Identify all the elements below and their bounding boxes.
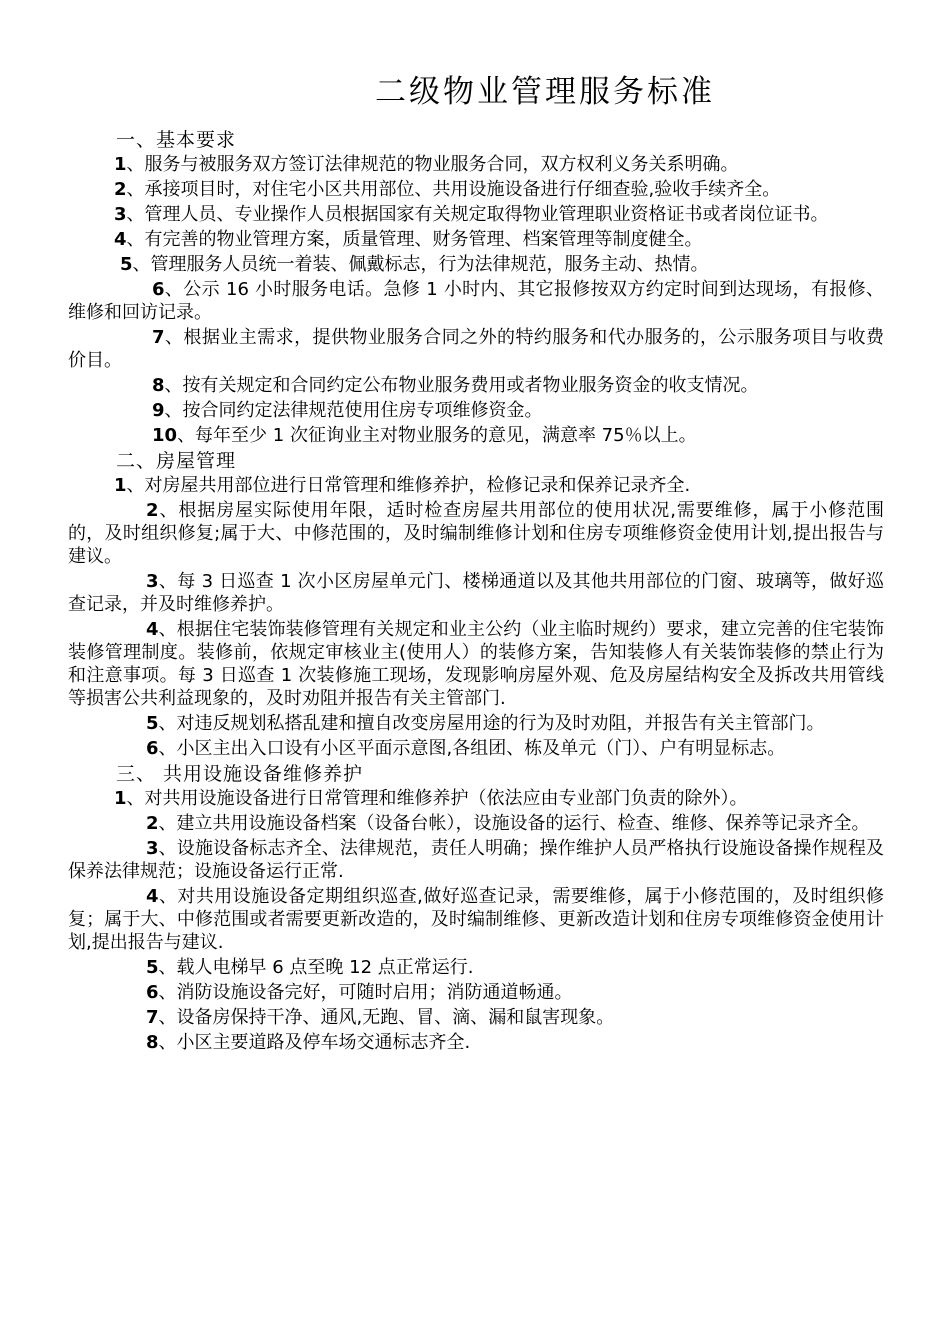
item-number: 10	[152, 425, 178, 446]
section-heading: 三、 共用设施设备维修养护	[116, 763, 364, 785]
document-title: 二级物业管理服务标准	[375, 74, 715, 110]
item-text: 、设施设备标志齐全、法律规范，责任人明确；操作维护人员严格执行设施设备操作规程及保养法律规范；设施设备运行正常.	[68, 838, 884, 882]
item-text: 、承接项目时，对住宅小区共用部位、共用设施设备进行仔细查验,验收手续齐全。	[126, 179, 781, 200]
item-number: 1	[114, 788, 127, 809]
item-text: 、按合同约定法律规范使用住房专项维修资金。	[164, 400, 543, 421]
item-number: 3	[146, 838, 159, 859]
list-item	[68, 253, 884, 276]
list-item	[68, 618, 884, 710]
item-text: 、每年至少 1 次征询业主对物业服务的意见，满意率 75％以上。	[177, 425, 697, 446]
section-heading: 二、房屋管理	[116, 450, 237, 472]
item-number: 5	[120, 254, 133, 275]
list-item	[68, 1006, 884, 1029]
item-number: 4	[114, 229, 127, 250]
list-item	[68, 885, 884, 954]
item-number: 7	[146, 1007, 159, 1028]
item-number: 5	[146, 957, 159, 978]
item-number: 8	[146, 1032, 159, 1053]
item-number: 2	[146, 813, 159, 834]
list-item	[68, 499, 884, 568]
item-number: 6	[146, 738, 159, 759]
list-item	[68, 178, 884, 201]
item-number: 2	[146, 500, 159, 521]
item-text: 、消防设施设备完好，可随时启用；消防通道畅通。	[158, 982, 573, 1003]
item-number: 3	[114, 204, 127, 225]
list-item	[68, 956, 884, 979]
list-item	[68, 424, 884, 447]
item-text: 、建立共用设施设备档案（设备台帐），设施设备的运行、检查、维修、保养等记录齐全。	[158, 813, 870, 834]
item-text: 、根据业主需求，提供物业服务合同之外的特约服务和代办服务的，公示服务项目与收费价目。	[68, 327, 884, 371]
list-item	[68, 812, 884, 835]
item-number: 8	[152, 375, 165, 396]
item-text: 、小区主出入口设有小区平面示意图,各组团、栋及单元（门）、户有明显标志。	[158, 738, 786, 759]
item-text: 、每 3 日巡查 1 次小区房屋单元门、楼梯通道以及其他共用部位的门窗、玻璃等，做好巡查记录，并及时维修养护。	[68, 571, 884, 615]
list-item	[68, 203, 884, 226]
item-number: 2	[114, 179, 127, 200]
item-text: 、公示 16 小时服务电话。急修 1 小时内、其它报修按双方约定时间到达现场，有报修、维修和回访记录。	[68, 279, 884, 323]
list-item	[68, 787, 884, 810]
item-text: 、小区主要道路及停车场交通标志齐全.	[158, 1032, 471, 1053]
item-number: 1	[114, 154, 127, 175]
list-item	[68, 474, 884, 497]
item-number: 6	[152, 279, 165, 300]
item-text: 、对共用设施设备定期组织巡查,做好巡查记录，需要维修，属于小修范围的，及时组织修复；属于大、中修范围或者需要更新改造的，及时编制维修、更新改造计划和住房专项维修资金使用计划,提出报告与建议.	[68, 886, 884, 953]
item-text: 、服务与被服务双方签订法律规范的物业服务合同，双方权利义务关系明确。	[126, 154, 739, 175]
list-item	[68, 228, 884, 251]
item-number: 1	[114, 475, 127, 496]
list-item	[68, 570, 884, 616]
item-text: 、对房屋共用部位进行日常管理和维修养护，检修记录和保养记录齐全.	[126, 475, 691, 496]
item-text: 、有完善的物业管理方案，质量管理、财务管理、档案管理等制度健全。	[126, 229, 703, 250]
item-text: 、按有关规定和合同约定公布物业服务费用或者物业服务资金的收支情况。	[164, 375, 759, 396]
item-number: 6	[146, 982, 159, 1003]
item-text: 、根据房屋实际使用年限，适时检查房屋共用部位的使用状况,需要维修，属于小修范围的，及时组织修复;属于大、中修范围的，及时编制维修计划和住房专项维修资金使用计划,提出报告与建议。	[68, 500, 884, 567]
item-text: 、设备房保持干净、通风,无跑、冒、滴、漏和鼠害现象。	[158, 1007, 615, 1028]
item-text: 、对违反规划私搭乱建和擅自改变房屋用途的行为及时劝阻，并报告有关主管部门。	[158, 713, 825, 734]
list-item	[68, 374, 884, 397]
item-number: 7	[152, 327, 165, 348]
item-text: 、根据住宅装饰装修管理有关规定和业主公约（业主临时规约）要求，建立完善的住宅装饰装修管理制度。装修前，依规定审核业主(使用人）的装修方案，告知装修人有关装饰装修的禁止行为和注意事项。每 3 日巡查 1 次装修施工现场，发现影响房屋外观、危及房屋结构安全及拆改共用管线等损害公共利益现象的，及时劝阻并报告有关主管部门.	[68, 619, 884, 709]
list-item	[68, 326, 884, 372]
item-text: 、管理人员、专业操作人员根据国家有关规定取得物业管理职业资格证书或者岗位证书。	[126, 204, 829, 225]
list-item	[68, 1031, 884, 1054]
list-item	[68, 712, 884, 735]
list-item	[68, 837, 884, 883]
item-number: 9	[152, 400, 165, 421]
list-item	[68, 153, 884, 176]
section-heading: 一、基本要求	[116, 129, 237, 151]
item-number: 3	[146, 571, 159, 592]
list-item	[68, 399, 884, 422]
list-item	[68, 981, 884, 1004]
item-text: 、对共用设施设备进行日常管理和维修养护（依法应由专业部门负责的除外）。	[126, 788, 748, 809]
item-text: 、管理服务人员统一着装、佩戴标志，行为法律规范，服务主动、热情。	[132, 254, 709, 275]
list-item	[68, 278, 884, 324]
list-item	[68, 737, 884, 760]
item-number: 5	[146, 713, 159, 734]
item-number: 4	[146, 886, 159, 907]
item-text: 、载人电梯早 6 点至晚 12 点正常运行.	[158, 957, 474, 978]
item-number: 4	[146, 619, 159, 640]
document-body	[68, 128, 884, 1056]
